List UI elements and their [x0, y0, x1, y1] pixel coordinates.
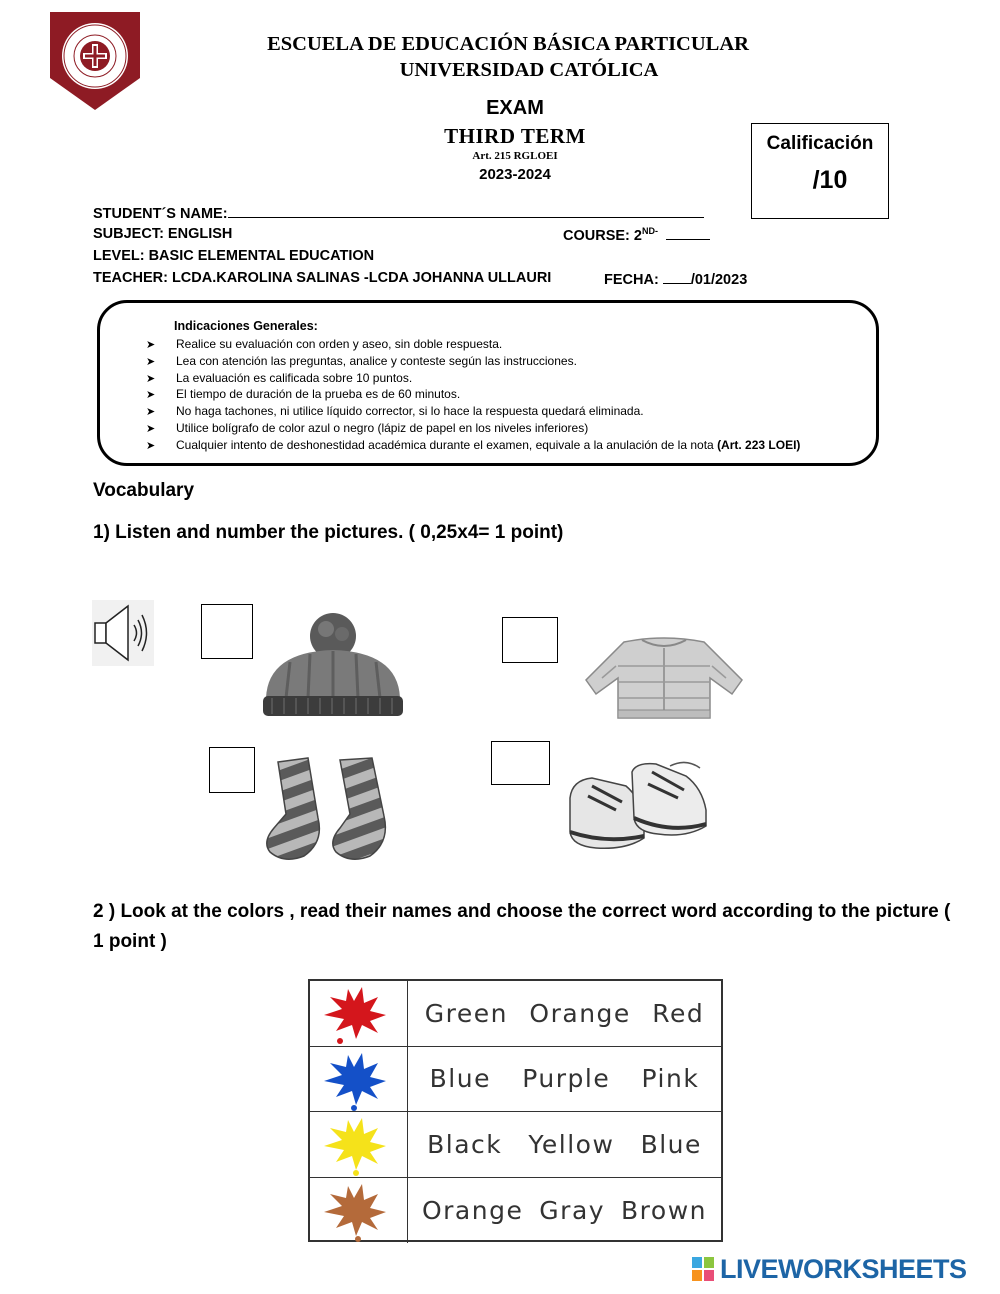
- color-option[interactable]: Gray: [539, 1195, 606, 1225]
- arrow-bullet-icon: ➤: [146, 355, 156, 368]
- school-title-line2: UNIVERSIDAD CATÓLICA: [399, 59, 659, 81]
- arrow-bullet-icon: ➤: [146, 439, 156, 452]
- color-row-blue: [310, 1047, 721, 1113]
- course-suffix: ND-: [641, 226, 658, 237]
- color-options: [408, 1047, 721, 1112]
- shoes-picture: [566, 758, 712, 856]
- teacher-label: TEACHER: LCDA.KAROLINA SALINAS -LCDA JOHANNA ULLAURI: [93, 270, 552, 286]
- student-name-row: [93, 204, 704, 222]
- color-option[interactable]: Red: [652, 998, 705, 1028]
- instruction-item: ➤ La evaluación es calificada sobre 10 puntos.: [146, 370, 800, 387]
- arrow-bullet-icon: ➤: [146, 339, 156, 351]
- liveworksheets-blocks-icon: [692, 1257, 714, 1281]
- student-name-field[interactable]: [228, 204, 704, 218]
- arrow-bullet-icon: ➤: [146, 372, 156, 385]
- instruction-item: ➤ Lea con atención las preguntas, analice y conteste según las instrucciones.: [146, 353, 800, 370]
- course-field[interactable]: [666, 226, 710, 240]
- color-option[interactable]: Black: [427, 1129, 503, 1159]
- instruction-item: ➤ Cualquier intento de deshonestidad académica durante el examen, equivale a la anulación de la nota (Art. 223 LOEI): [146, 437, 800, 454]
- jacket-picture: [572, 634, 756, 722]
- hat-picture: [260, 612, 406, 720]
- paint-splash-icon: [310, 1178, 408, 1244]
- color-option[interactable]: Blue: [429, 1064, 491, 1094]
- term-heading: THIRD TERM: [444, 124, 586, 148]
- socks-picture: [260, 756, 396, 864]
- color-options: [408, 1178, 721, 1244]
- grade-label: Calificación: [766, 133, 874, 154]
- article-reference: Art. 215 RGLOEI: [472, 150, 558, 162]
- school-title-line1: ESCUELA DE EDUCACIÓN BÁSICA PARTICULAR: [267, 33, 749, 55]
- color-option[interactable]: Orange: [421, 1195, 524, 1225]
- level-label: LEVEL: BASIC ELEMENTAL EDUCATION: [93, 248, 375, 264]
- paint-splash-icon: [310, 1112, 408, 1177]
- color-option[interactable]: Blue: [640, 1129, 702, 1159]
- color-row-brown: [310, 1178, 721, 1244]
- color-option[interactable]: Brown: [621, 1195, 707, 1225]
- school-year: 2023-2024: [479, 166, 551, 183]
- paint-splash-icon: [310, 981, 408, 1046]
- exam-heading: EXAM: [486, 97, 544, 119]
- answer-box-shoes[interactable]: [491, 741, 550, 785]
- question-1: 1) Listen and number the pictures. ( 0,25x4= 1 point): [93, 522, 564, 543]
- course-row: [563, 226, 710, 244]
- vocabulary-heading: Vocabulary: [93, 480, 195, 501]
- color-row-red: [310, 981, 721, 1047]
- grade-box: [751, 123, 889, 219]
- color-row-yellow: [310, 1112, 721, 1178]
- instruction-item: ➤ Utilice bolígrafo de color azul o negro (lápiz de papel en los niveles inferiores): [146, 420, 800, 437]
- arrow-bullet-icon: ➤: [146, 389, 156, 402]
- arrow-bullet-icon: ➤: [146, 422, 156, 435]
- color-options: [408, 981, 721, 1046]
- color-option[interactable]: Pink: [641, 1064, 700, 1094]
- liveworksheets-brand: LIVEWORKSHEETS: [720, 1253, 967, 1284]
- color-option[interactable]: Purple: [522, 1064, 611, 1094]
- grade-value: /10: [812, 166, 848, 194]
- fecha-label: FECHA:: [604, 272, 663, 288]
- paint-splash-icon: [310, 1047, 408, 1112]
- color-options: [408, 1112, 721, 1177]
- color-option[interactable]: Green: [424, 998, 508, 1028]
- instruction-item: ➤ No haga tachones, ni utilice líquido corrector, si lo hace la respuesta quedará eliminada.: [146, 403, 800, 420]
- color-table: [308, 979, 723, 1242]
- instruction-item: ➤ Realice su evaluación con orden y aseo, sin doble respuesta.: [146, 336, 800, 353]
- question-2: 2 ) Look at the colors , read their names and choose the correct word according to the picture ( 1 point ): [93, 901, 951, 952]
- answer-box-jacket[interactable]: [502, 617, 558, 663]
- instruction-item: ➤ El tiempo de duración de la prueba es de 60 minutos.: [146, 386, 800, 403]
- fecha-rest: /01/2023: [690, 272, 748, 288]
- fecha-day-field[interactable]: [663, 270, 691, 284]
- course-label: COURSE: 2: [563, 228, 642, 244]
- arrow-bullet-icon: ➤: [146, 406, 156, 419]
- instructions-title: Indicaciones Generales:: [174, 319, 318, 333]
- color-option[interactable]: Yellow: [528, 1129, 615, 1159]
- answer-box-socks[interactable]: [209, 747, 255, 793]
- fecha-row: [604, 270, 747, 288]
- answer-box-hat[interactable]: [201, 604, 253, 659]
- instructions-list: [146, 336, 800, 454]
- color-option[interactable]: Orange: [529, 998, 631, 1028]
- subject-label: SUBJECT: ENGLISH: [93, 226, 233, 242]
- speaker-icon[interactable]: [92, 600, 154, 666]
- liveworksheets-logo: [692, 1254, 992, 1284]
- instructions-box: [97, 300, 879, 466]
- student-name-label: STUDENT´S NAME:: [93, 206, 228, 222]
